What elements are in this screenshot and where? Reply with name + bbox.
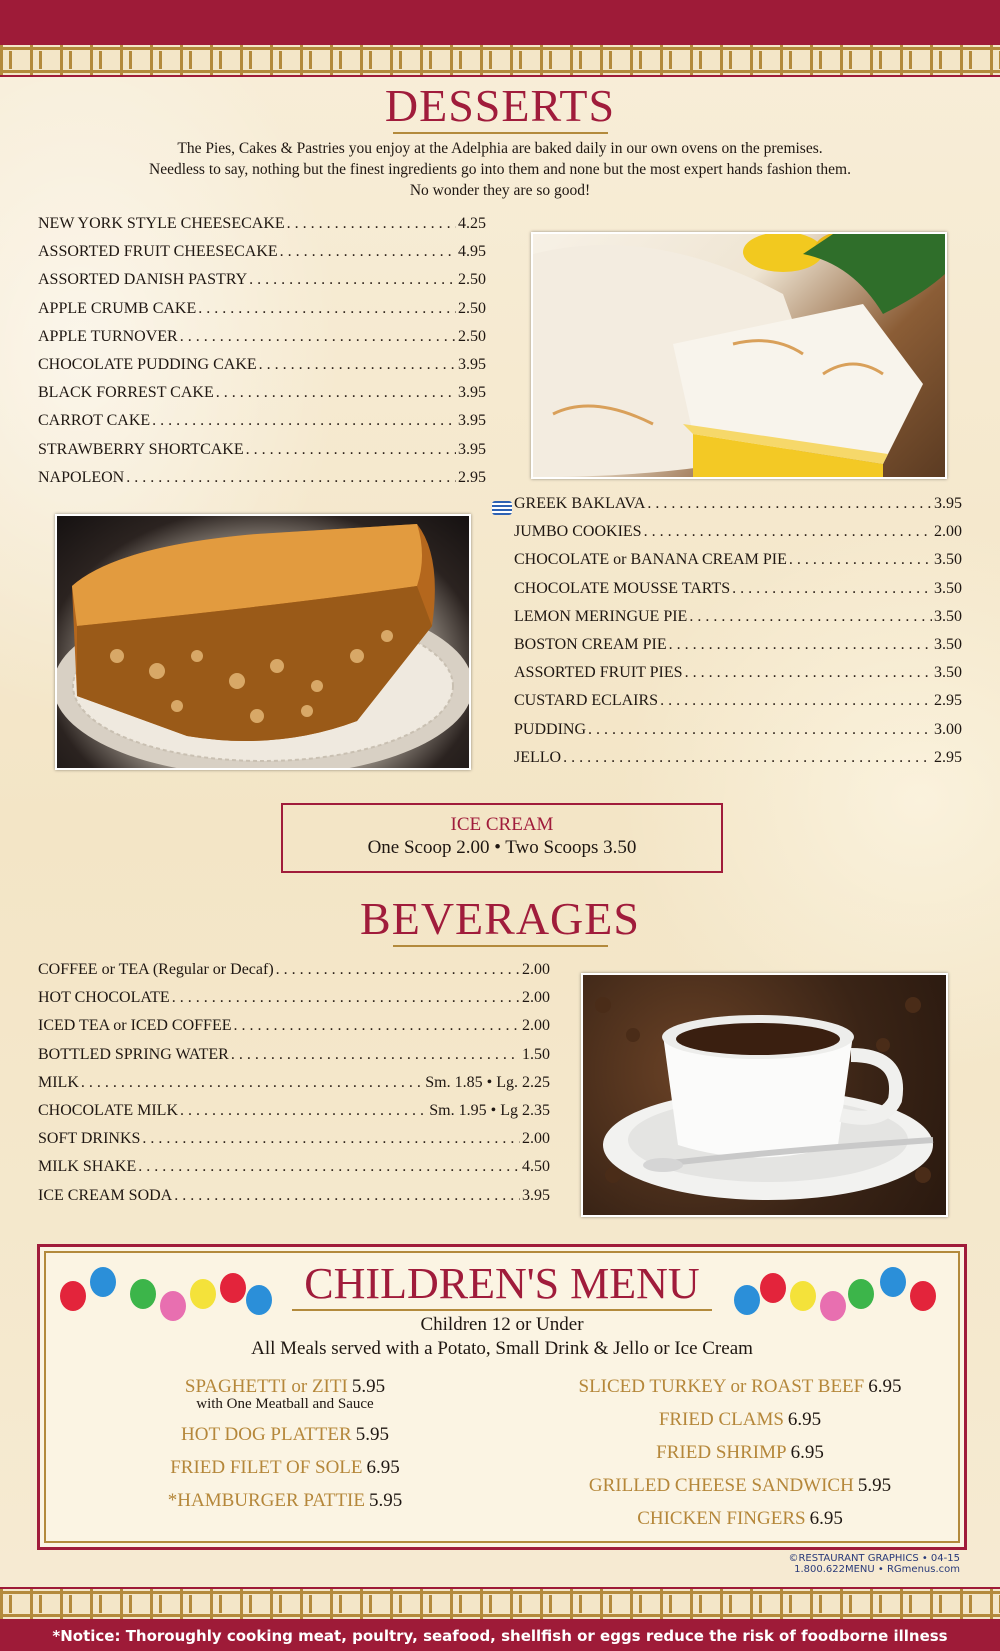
item-price: 6.95: [366, 1457, 400, 1478]
item-name: JUMBO COOKIES: [514, 523, 642, 541]
beverages-list: [38, 961, 550, 1215]
item-name: FRIED FILET OF SOLE: [170, 1457, 363, 1478]
item-price: 5.95: [857, 1475, 892, 1496]
menu-item: [514, 664, 962, 692]
item-price: 4.25: [458, 215, 486, 232]
item-price: 3.95: [458, 412, 486, 430]
item-name: ICE CREAM SODA: [38, 1186, 173, 1204]
leader-dots: [142, 1130, 520, 1148]
menu-item: [38, 215, 486, 243]
item-price: 3.50: [934, 579, 962, 597]
leader-dots: [732, 580, 932, 598]
childrens-meal-note: All Meals served with a Potato, Small Drink & Jello or Ice Cream: [251, 1338, 753, 1359]
credit-line: ©RESTAURANT GRAPHICS • 04-15: [788, 1553, 960, 1564]
leader-dots: [669, 636, 932, 654]
item-name: MILK SHAKE: [38, 1158, 137, 1176]
item-name: CARROT CAKE: [38, 412, 151, 430]
item-price: 3.50: [934, 664, 962, 682]
item-price: Sm. 1.95 • Lg 2.35: [429, 1101, 550, 1119]
kids-menu-item: [540, 1502, 940, 1535]
leader-dots: [647, 495, 932, 513]
menu-item: [38, 384, 486, 412]
item-price: 2.95: [458, 468, 486, 486]
childrens-age-note: Children 12 or Under: [420, 1314, 584, 1335]
item-name: STRAWBERRY SHORTCAKE: [38, 440, 244, 458]
menu-item: [38, 1017, 550, 1045]
item-name: NAPOLEON: [38, 468, 125, 486]
menu-item: [38, 1187, 550, 1215]
item-name: SLICED TURKEY or ROAST BEEF: [578, 1376, 865, 1397]
desserts-title: DESSERTS: [300, 80, 700, 134]
menu-item: [514, 551, 962, 579]
menu-item: [38, 328, 486, 356]
menu-item: [38, 1102, 550, 1130]
kids-menu-item: [540, 1403, 940, 1436]
leader-dots: [685, 664, 932, 682]
item-price: 3.50: [934, 635, 962, 653]
menu-item: [38, 441, 486, 469]
childrens-menu-title: CHILDREN'S MENU: [280, 1259, 724, 1311]
childrens-menu-box: [37, 1244, 967, 1550]
leader-dots: [287, 215, 456, 233]
leader-dots: [152, 412, 456, 430]
leader-dots: [172, 989, 520, 1007]
menu-item: [514, 523, 962, 551]
menu-item: [38, 412, 486, 440]
menu-item: [38, 356, 486, 384]
item-price: 3.50: [934, 607, 962, 625]
item-name: NEW YORK STYLE CHEESECAKE: [38, 215, 285, 232]
item-name: GREEK BAKLAVA: [514, 495, 646, 512]
balloons-left-icon: [50, 1261, 280, 1317]
item-name: BLACK FORREST CAKE: [38, 384, 214, 402]
menu-item: [514, 721, 962, 749]
menu-item: [38, 243, 486, 271]
kids-menu-item: [540, 1469, 940, 1502]
menu-item: [38, 1158, 550, 1186]
leader-dots: [198, 300, 456, 318]
desserts-intro: [100, 138, 900, 201]
intro-line: No wonder they are so good!: [409, 182, 591, 199]
ice-cream-box: [281, 803, 723, 873]
item-price: 6.95: [787, 1409, 822, 1430]
item-price: 2.50: [458, 299, 486, 317]
leader-dots: [126, 469, 456, 487]
item-name: CHOCOLATE or BANANA CREAM PIE: [514, 551, 787, 569]
item-name: COFFEE or TEA (Regular or Decaf): [38, 961, 274, 978]
menu-item: [514, 692, 962, 720]
item-name: FRIED SHRIMP: [656, 1442, 787, 1463]
menu-item: [38, 1074, 550, 1102]
item-name: SOFT DRINKS: [38, 1130, 141, 1148]
item-price: 6.95: [868, 1376, 902, 1397]
kids-menu-item: [110, 1451, 460, 1484]
menu-item: [38, 961, 550, 989]
leader-dots: [588, 721, 932, 739]
restaurant-graphics-credit: [760, 1553, 960, 1575]
item-price: 4.95: [458, 243, 486, 261]
menu-item: [38, 469, 486, 497]
kids-menu-item: [110, 1484, 460, 1517]
kids-menu-item: [540, 1370, 940, 1403]
top-bar: [0, 0, 1000, 43]
item-name: PUDDING: [514, 720, 586, 738]
item-price: 5.95: [355, 1424, 389, 1445]
kids-menu-item: [110, 1418, 460, 1451]
item-price: 6.95: [809, 1508, 843, 1529]
leader-dots: [280, 243, 456, 261]
desserts-list-left: [38, 215, 486, 497]
menu-item: [38, 271, 486, 299]
leader-dots: [789, 551, 932, 569]
item-name: SPAGHETTI or ZITI: [184, 1376, 348, 1397]
item-name: FRIED CLAMS: [658, 1409, 784, 1430]
coffee-cup-photo: [581, 973, 948, 1217]
item-name: ASSORTED DANISH PASTRY: [38, 271, 248, 289]
leader-dots: [180, 328, 456, 346]
item-name: CHOCOLATE MILK: [38, 1101, 178, 1119]
leader-dots: [138, 1158, 520, 1176]
menu-item: [514, 495, 962, 523]
item-price: 2.00: [522, 1017, 550, 1035]
menu-item: [514, 636, 962, 664]
item-price: 1.50: [522, 1045, 550, 1063]
menu-item: [38, 989, 550, 1017]
item-name: APPLE CRUMB CAKE: [38, 299, 197, 317]
ice-cream-title: ICE CREAM: [450, 814, 554, 835]
item-name: GRILLED CHEESE SANDWICH: [588, 1475, 854, 1496]
menu-item: [514, 608, 962, 636]
leader-dots: [276, 961, 520, 979]
leader-dots: [174, 1187, 520, 1205]
item-name: *HAMBURGER PATTIE: [167, 1490, 365, 1511]
item-name: ASSORTED FRUIT PIES: [514, 664, 683, 682]
credit-line: 1.800.622MENU • RGmenus.com: [794, 1564, 960, 1575]
leader-dots: [644, 523, 932, 541]
leader-dots: [563, 749, 932, 767]
item-price: 2.50: [458, 271, 486, 289]
item-name: CHICKEN FINGERS: [637, 1508, 806, 1529]
greek-key-border-top: [0, 43, 1000, 77]
item-price: 2.00: [522, 961, 550, 978]
menu-item: [38, 1046, 550, 1074]
item-price: 3.50: [934, 551, 962, 569]
menu-item: [514, 749, 962, 777]
menu-item: [38, 300, 486, 328]
leader-dots: [259, 356, 456, 374]
leader-dots: [689, 608, 932, 626]
greek-key-border-bottom: [0, 1587, 1000, 1621]
intro-line: Needless to say, nothing but the finest ingredients go into them and none but the most expert hands fashion them.: [149, 161, 851, 178]
item-name: ASSORTED FRUIT CHEESECAKE: [38, 243, 278, 261]
lemon-meringue-pie-photo: [531, 232, 947, 479]
leader-dots: [233, 1017, 520, 1035]
item-name: BOTTLED SPRING WATER: [38, 1045, 229, 1063]
item-note: with One Meatball and Sauce: [196, 1396, 374, 1412]
item-price: 3.95: [458, 440, 486, 458]
desserts-list-right: [514, 495, 962, 777]
item-price: 5.95: [369, 1490, 403, 1511]
item-price: 3.95: [934, 495, 962, 512]
ice-cream-prices: One Scoop 2.00 • Two Scoops 3.50: [367, 837, 637, 858]
item-name: JELLO: [514, 748, 562, 766]
item-price: 4.50: [522, 1158, 550, 1176]
item-price: 3.95: [458, 384, 486, 402]
leader-dots: [249, 271, 456, 289]
balloons-right-icon: [724, 1261, 954, 1317]
item-price: 3.00: [934, 720, 962, 738]
item-price: 2.00: [522, 1130, 550, 1148]
childrens-list-left: [110, 1370, 460, 1517]
leader-dots: [180, 1102, 427, 1120]
item-name: HOT DOG PLATTER: [181, 1424, 352, 1445]
item-price: 3.95: [522, 1186, 550, 1204]
leader-dots: [246, 441, 456, 459]
item-name: CUSTARD ECLAIRS: [514, 692, 659, 710]
food-safety-notice: *Notice: Thoroughly cooking meat, poultry, seafood, shellfish or eggs reduce the risk of foodborne illness: [0, 1621, 1000, 1651]
item-name: MILK: [38, 1073, 79, 1091]
item-price: 3.95: [458, 355, 486, 373]
item-price: 2.00: [522, 989, 550, 1007]
baklava-photo: [55, 514, 471, 770]
item-name: CHOCOLATE MOUSSE TARTS: [514, 579, 731, 597]
leader-dots: [81, 1074, 423, 1092]
item-price: 5.95: [351, 1376, 386, 1397]
leader-dots: [660, 692, 932, 710]
item-price: 2.00: [934, 523, 962, 541]
leader-dots: [231, 1046, 520, 1064]
item-price: Sm. 1.85 • Lg. 2.25: [425, 1073, 550, 1091]
beverages-title: BEVERAGES: [300, 893, 700, 947]
menu-item: [38, 1130, 550, 1158]
leader-dots: [216, 384, 456, 402]
greek-flag-icon: [492, 501, 512, 515]
item-price: 2.95: [934, 692, 962, 710]
item-name: BOSTON CREAM PIE: [514, 635, 667, 653]
item-name: HOT CHOCOLATE: [38, 989, 170, 1007]
item-price: 2.95: [934, 748, 962, 766]
item-name: ICED TEA or ICED COFFEE: [38, 1017, 232, 1035]
menu-item: [514, 580, 962, 608]
intro-line: The Pies, Cakes & Pastries you enjoy at the Adelphia are baked daily in our own ovens on the premises.: [177, 140, 823, 157]
kids-menu-item: [540, 1436, 940, 1469]
item-name: APPLE TURNOVER: [38, 327, 178, 345]
item-price: 2.50: [458, 327, 486, 345]
item-price: 6.95: [790, 1442, 824, 1463]
item-name: LEMON MERINGUE PIE: [514, 607, 688, 625]
item-name: CHOCOLATE PUDDING CAKE: [38, 355, 257, 373]
childrens-list-right: [540, 1370, 940, 1535]
